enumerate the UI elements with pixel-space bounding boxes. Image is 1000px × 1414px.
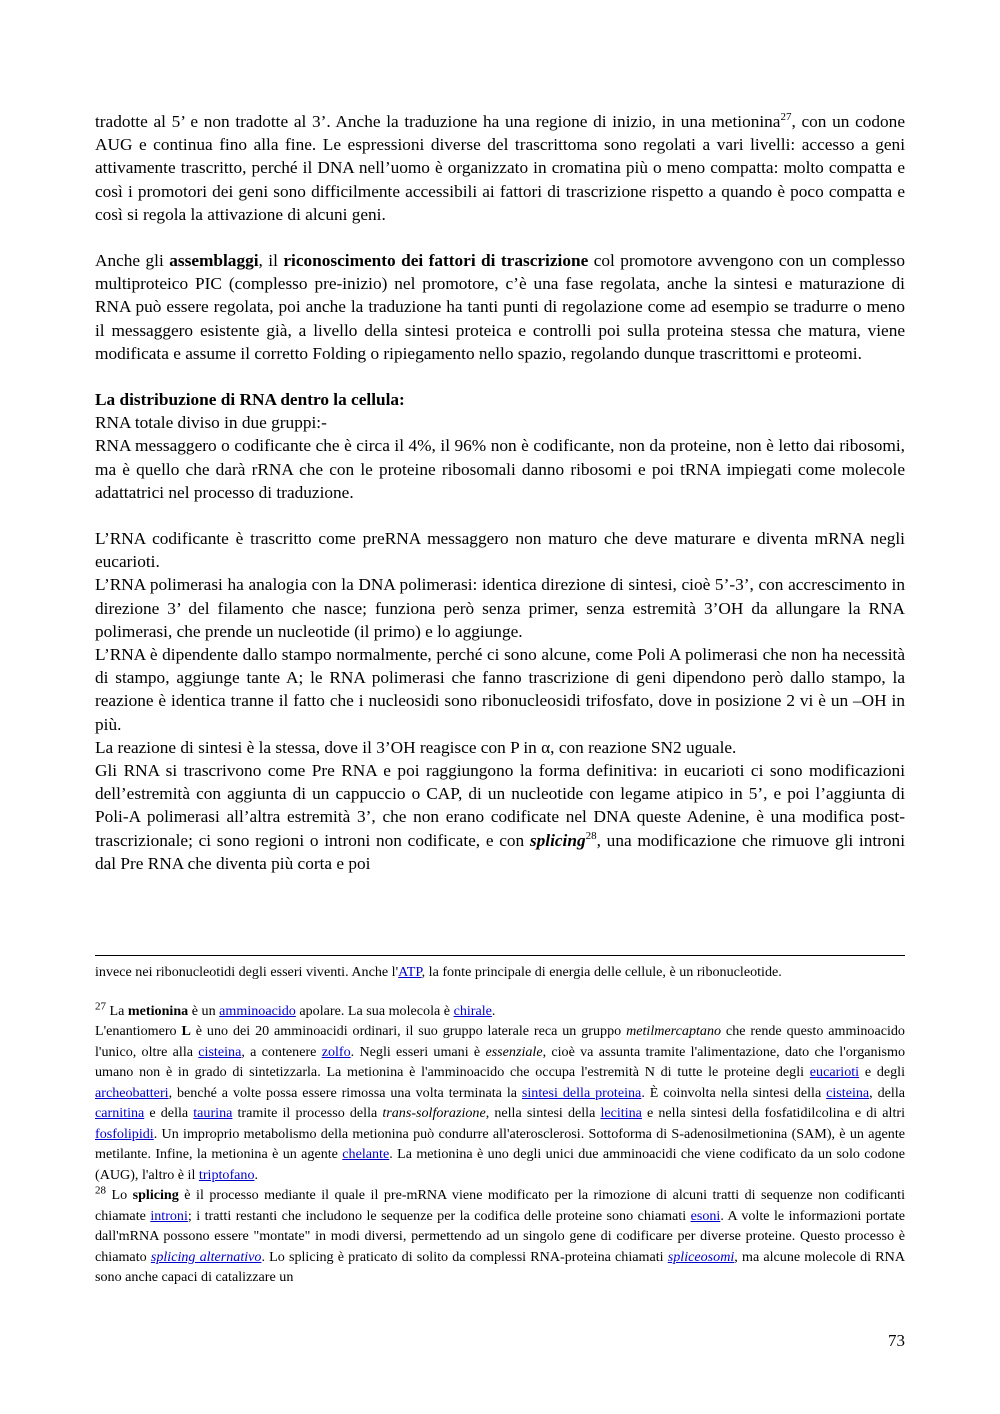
italic-term: trans-solforazione xyxy=(382,1105,486,1121)
link-eucarioti[interactable]: eucarioti xyxy=(809,1064,860,1080)
text-span: invece nei ribonucleotidi degli esseri viventi. Anche l' xyxy=(95,964,399,980)
text-span: , la fonte principale di energia delle cellule, è un ribonucleotide. xyxy=(421,964,782,980)
italic-term: metilmercaptano xyxy=(626,1023,722,1039)
text-span: e degli xyxy=(859,1064,905,1080)
text-span: col promotore avvengono con un complesso multiproteico PIC (complesso pre-inizio) nel promotore, c’è una fase regolata, anche la sintesi e maturazione di RNA può essere regolata, poi anche la traduzione ha tanti punti di regolazione come ad esempio se tradurre o meno il messaggero esistente già, a livello della sintesi proteica e controlli poi sulla proteina stessa che matura, viene modificata e assume il corretto Folding o ripiegamento nello spazio, regolando dunque trascrittomi e proteomi. xyxy=(95,251,905,363)
text-span: , a contenere xyxy=(241,1043,322,1060)
text-span: , nella sintesi della xyxy=(485,1105,601,1121)
link-triptofano[interactable]: triptofano xyxy=(198,1166,255,1183)
paragraph-7: L’RNA è dipendente dallo stampo normalmente, perché ci sono alcune, come Poli A polimerasi che non ha necessità di stampo, aggiunge tante A; le RNA polimerasi che fanno trascrizione di geni dipendono però dallo stampo, la reazione è identica tranne il fatto che i nucleosidi sono ribonucleosidi trifosfato, dove in posizione 2 vi è un –OH in più. xyxy=(95,645,905,734)
text-span: . Un improprio metabolismo della metionina può condurre all'aterosclerosi. Sottoforma di S-adenosilmetionina (SAM), è un agente metilante. Infine, la metionina è un agente xyxy=(95,1125,905,1162)
link-amminoacido[interactable]: amminoacido xyxy=(219,1002,296,1019)
footnote-28 xyxy=(95,1185,905,1288)
text-span: . xyxy=(254,1166,259,1183)
bold-term: splicing xyxy=(132,1187,179,1203)
text-span: . Lo splicing è praticato di solito da complessi RNA-proteina chiamati xyxy=(261,1248,668,1265)
footnote-ref-27[interactable]: 27 xyxy=(780,111,792,124)
text-span: , una modificazione che rimuove gli introni dal Pre RNA che diventa più corta e poi xyxy=(95,830,905,873)
paragraph-1 xyxy=(95,110,905,226)
footnote-continuation xyxy=(95,962,905,983)
text-span: tradotte al 5’ e non tradotte al 3’. Anche la traduzione ha una regione di inizio, in una metionina xyxy=(95,112,781,131)
paragraph-2 xyxy=(95,249,905,365)
text-span: . xyxy=(491,1002,496,1019)
text-span: Anche gli xyxy=(95,251,170,271)
link-spliceosomi[interactable] xyxy=(668,1249,735,1265)
text-span: . Negli esseri umani è xyxy=(350,1043,486,1060)
link-carnitina[interactable]: carnitina xyxy=(95,1105,145,1121)
link-chirale[interactable]: chirale xyxy=(453,1002,492,1019)
link-archeobatteri[interactable]: archeobatteri xyxy=(95,1084,169,1101)
paragraph-8: La reazione di sintesi è la stessa, dove il 3’OH reagisce con P in α, con reazione SN2 uguale. xyxy=(95,737,737,757)
text-span: è un xyxy=(188,1002,220,1019)
link-splicing-alternativo[interactable] xyxy=(151,1249,262,1265)
text-span: La xyxy=(106,1002,128,1019)
text-span: , con un codone AUG e continua fino alla fine. Le espressioni diverse del trascrittoma sono regolati a vari livelli: accesso a geni attivamente trascritto, perché il DNA nell’uomo è organizzato in cromatina più o meno compatta: molto compatta e così i promotori dei geni sono difficilmente accessibili ai fattori di trascrizione rispetto a quando è poco compatta e così si regola la attivazione di alcuni geni. xyxy=(95,112,905,224)
text-span: apolare. La sua molecola è xyxy=(295,1002,454,1019)
text-span: Gli RNA si trascrivono come Pre RNA e poi raggiungono la forma definitiva: in eucarioti ci sono modificazioni dell’estremità con aggiunta di un cappuccio o CAP, di un nucleotide con legame atipico in 5’, e poi l’aggiunta di Poli-A polimerasi all’altra estremità 3’, che non erano codificate nel DNA queste Adenine, è una modifica post-trascrizionale; ci sono regioni o introni non codificate, e con xyxy=(95,761,905,850)
link-taurina[interactable]: taurina xyxy=(193,1105,233,1121)
bold-term: metionina xyxy=(127,1002,189,1019)
text-span: tramite il processo della xyxy=(232,1105,383,1121)
text-span: , il xyxy=(258,251,284,271)
text-span: e della xyxy=(144,1105,194,1121)
footnote-27 xyxy=(95,1001,905,1022)
text-span: , cioè va assunta tramite l'alimentazione, dato che l'organismo umano non è in grado di sintetizzarla. La metionina è l'amminoacido che occupa l'estremità N di tutte le proteine degli xyxy=(95,1043,906,1080)
text-span: è il processo mediante il quale il pre-mRNA viene modificato per la rimozione di alcuni tratti di sequenze non codificanti chiamate xyxy=(95,1187,906,1224)
text-span: , ma alcune molecole di RNA sono anche capaci di catalizzare un xyxy=(95,1248,906,1285)
bold-term: riconoscimento dei fattori di trascrizione xyxy=(283,251,589,271)
footnote-number: 28 xyxy=(95,1184,106,1197)
text-span: . A volte le informazioni portate dall'mRNA possono essere "montate" in modi diversi, permettendo ad un singolo gene di codificare per diverse proteine. Questo processo è chiamato xyxy=(95,1207,905,1265)
bold-italic-term: splicing xyxy=(529,830,586,850)
link-esoni[interactable]: esoni xyxy=(690,1207,721,1224)
text-span: che rende questo amminoacido l'unico, oltre alla xyxy=(95,1023,905,1060)
page-number: 73 xyxy=(888,1331,905,1350)
bold-term: assemblaggi xyxy=(169,251,259,271)
link-chelante[interactable]: chelante xyxy=(342,1146,390,1162)
paragraph-4: RNA messaggero o codificante che è circa il 4%, il 96% non è codificante, non da proteine, non è letto dai ribosomi, ma è quello che darà rRNA che con le proteine ribosomali danno ribosomi e poi tRNA impiegati come molecole adattatrici nel processo di traduzione. xyxy=(95,436,905,502)
footnote-ref-28[interactable]: 28 xyxy=(585,829,597,842)
paragraph-9 xyxy=(95,759,905,875)
text-span: Lo xyxy=(106,1187,133,1203)
section-heading: La distribuzione di RNA dentro la cellula: xyxy=(95,390,405,410)
text-span: , benché a volte possa essere rimossa una volta terminata la xyxy=(168,1084,522,1101)
link-introni[interactable]: introni xyxy=(150,1207,188,1224)
text-span: e nella sintesi della fosfatidilcolina e di altri xyxy=(641,1105,905,1121)
paragraph-5: L’RNA codificante è trascritto come preRNA messaggero non maturo che deve maturare e diventa mRNA negli eucarioti. xyxy=(95,529,905,572)
text-span: è uno dei 20 amminoacidi ordinari, il suo gruppo laterale reca un gruppo xyxy=(190,1023,627,1039)
text-span: ; i tratti restanti che includono le sequenze per la codifica delle proteine sono chiamati xyxy=(187,1207,691,1224)
main-text xyxy=(95,110,905,875)
link-cisteina-2[interactable]: cisteina xyxy=(826,1084,870,1101)
page-body xyxy=(95,110,905,875)
text-span: , della xyxy=(869,1084,905,1101)
link-cisteina[interactable]: cisteina xyxy=(198,1043,242,1060)
link-text[interactable]: splicing alternativo xyxy=(150,1248,262,1265)
link-lecitina[interactable]: lecitina xyxy=(600,1105,642,1121)
link-sintesi-della-proteina[interactable]: sintesi della proteina xyxy=(521,1084,642,1101)
paragraph-3: RNA totale diviso in due gruppi:- xyxy=(95,413,327,433)
italic-term: essenziale xyxy=(485,1043,543,1060)
text-span: . È coinvolta nella sintesi della xyxy=(641,1084,827,1101)
footnote-27-body xyxy=(95,1021,905,1185)
footnote-separator xyxy=(95,955,905,956)
bold-term: L xyxy=(181,1023,191,1039)
footnotes xyxy=(95,962,905,1288)
link-fosfolipidi[interactable]: fosfolipidi xyxy=(95,1125,154,1142)
text-span: . La metionina è uno degli unici due amminoacidi che viene codificato da un solo codone (AUG), l'altro è il xyxy=(95,1146,905,1183)
link-text[interactable]: spliceosomi xyxy=(667,1248,735,1265)
footnote-number: 27 xyxy=(95,999,106,1012)
text-span: L'enantiomero xyxy=(95,1023,182,1039)
link-atp[interactable]: ATP xyxy=(398,964,422,980)
link-zolfo[interactable]: zolfo xyxy=(321,1043,351,1060)
paragraph-6: L’RNA polimerasi ha analogia con la DNA polimerasi: identica direzione di sintesi, cioè 5’-3’, con accrescimento in direzione 3’ del filamento che nasce; funziona però senza primer, senza estremità 3’OH da allungare la RNA polimerasi, che prende un nucleotide (il primo) e lo aggiunge. xyxy=(95,575,905,641)
